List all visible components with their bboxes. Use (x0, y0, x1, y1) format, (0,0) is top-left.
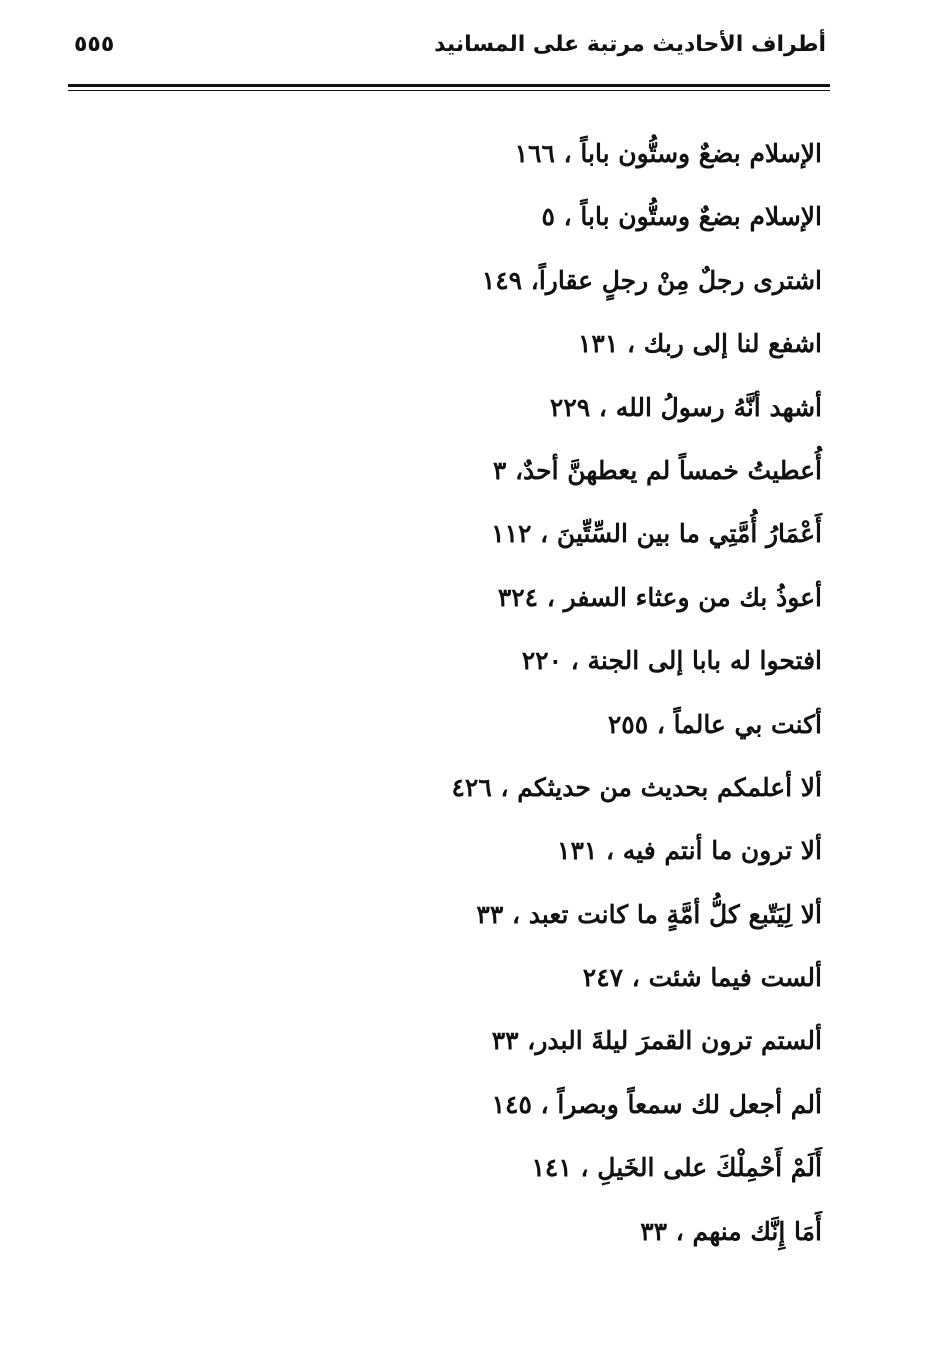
index-entry: اشفع لنا إلى ربك ، ١٣١ (577, 329, 822, 359)
index-entry: اشترى رجلٌ مِنْ رجلٍ عقاراً، ١٤٩ (481, 265, 822, 295)
page-header (70, 28, 830, 72)
header-rule-thin (68, 90, 830, 91)
index-entry: أشهد أنَّهُ رسولُ الله ، ٢٢٩ (549, 392, 822, 422)
index-entry: ألا لِيَتّبع كلُّ أمَّةٍ ما كانت تعبد ، ٣٣ (476, 899, 822, 929)
index-entry: الإسلام بضعٌ وستُّون باباً ، ١٦٦ (514, 139, 822, 168)
index-entry: ألستم ترون القمرَ ليلةَ البدر، ٣٣ (491, 1026, 822, 1056)
index-entry: أعوذُ بك من وعثاء السفر ، ٣٢٤ (497, 582, 822, 612)
hadith-index-list (122, 128, 822, 1269)
index-entry: ألا أعلمكم بحديث من حديثكم ، ٤٢٦ (451, 772, 822, 802)
index-entry: ألا ترون ما أنتم فيه ، ١٣١ (557, 836, 822, 866)
index-entry: أَمَا إِنَّك منهم ، ٣٣ (640, 1216, 822, 1246)
index-entry: أَعْمَارُ أُمَّتِي ما بين السِّتِّينَ ، ١١٢ (491, 519, 822, 549)
running-title: أطراف الأحاديث مرتبة على المسانيد (434, 32, 826, 57)
index-entry: ألم أجعل لك سمعاً وبصراً ، ١٤٥ (491, 1089, 822, 1119)
index-entry: أُعطيتُ خمساً لم يعطهنَّ أحدٌ، ٣ (492, 455, 822, 485)
index-entry: ألست فيما شئت ، ٢٤٧ (582, 963, 822, 993)
page-number: ٥٥٥ (74, 32, 115, 57)
index-entry: أكنت بي عالماً ، ٢٥٥ (607, 709, 822, 739)
header-rule-thick (68, 84, 830, 87)
index-entry: أَلَمْ أَحْمِلْكَ على الخَيلِ ، ١٤١ (531, 1153, 822, 1183)
index-entry: الإسلام بضعٌ وستُّون باباً ، ٥ (541, 202, 822, 232)
index-entry: افتحوا له بابا إلى الجنة ، ٢٢٠ (521, 646, 822, 676)
